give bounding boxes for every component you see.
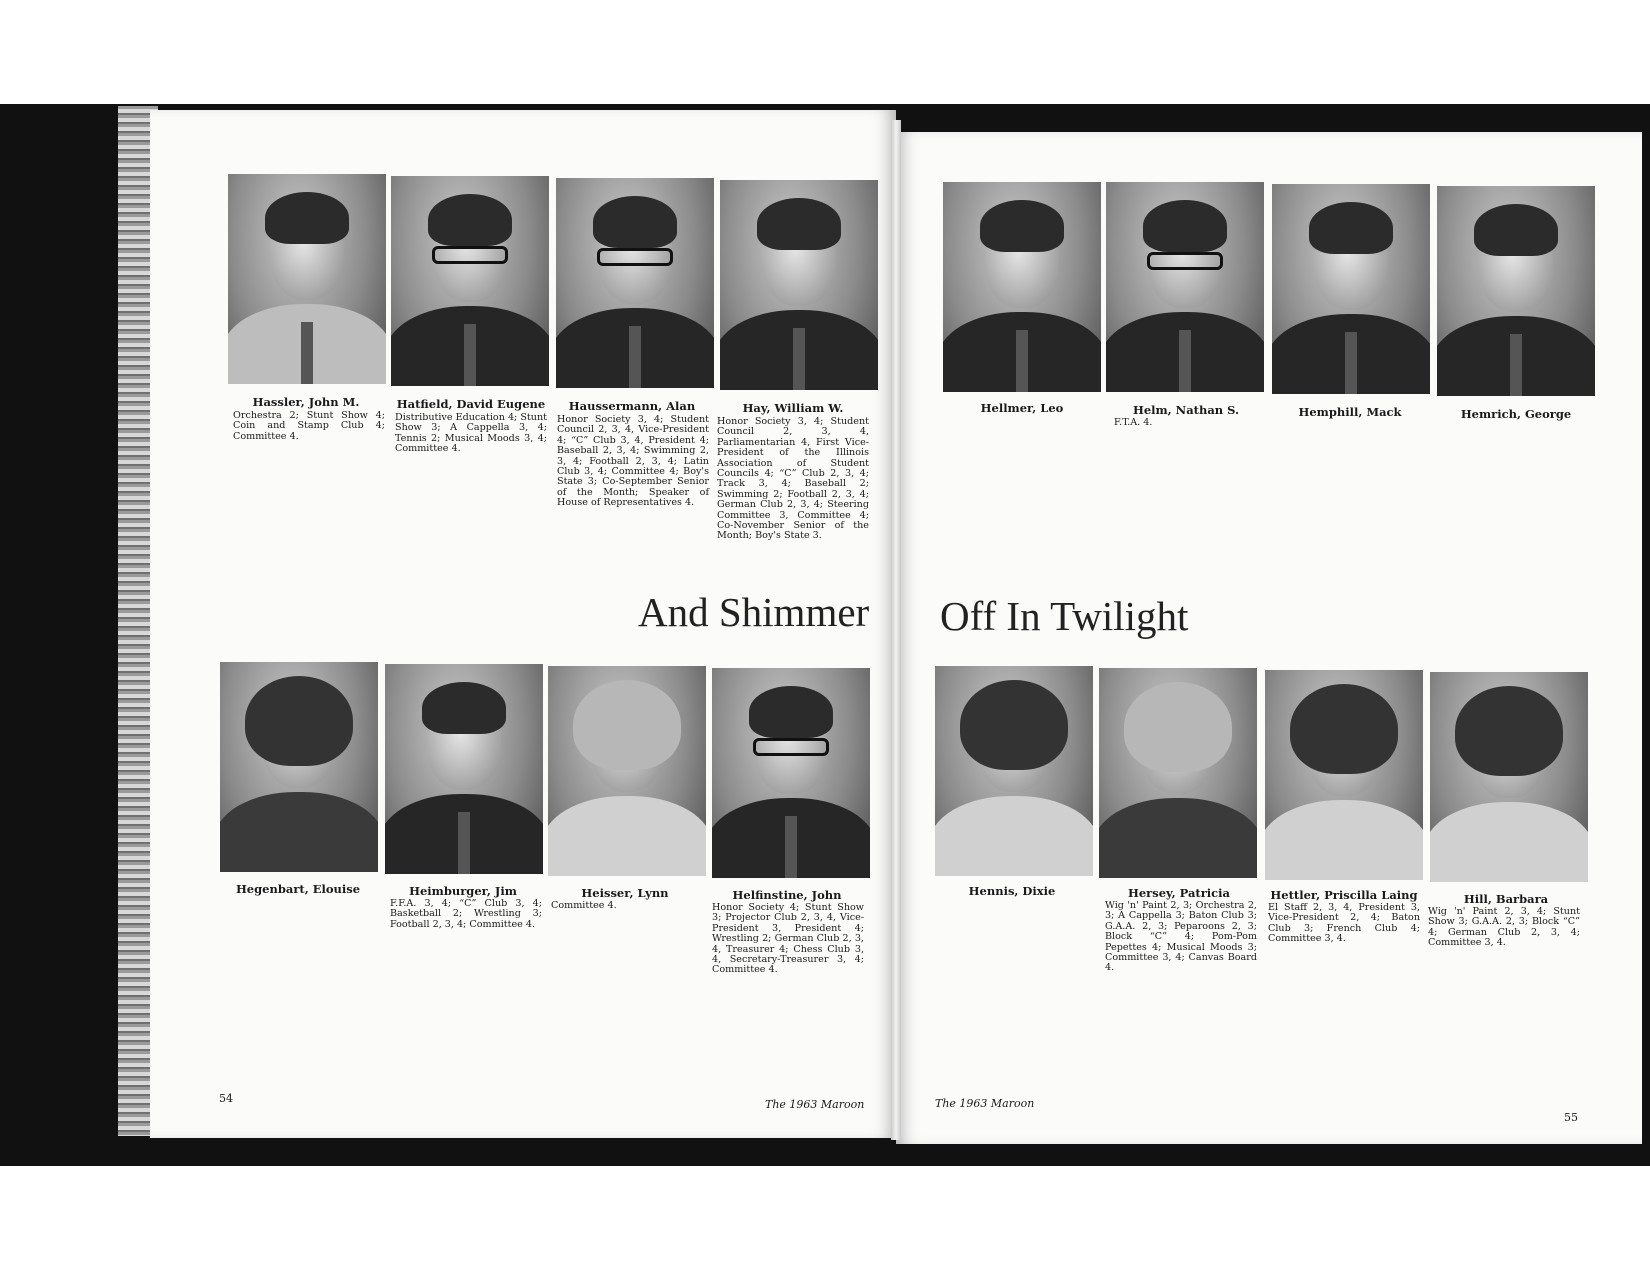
portrait-photo <box>935 666 1093 876</box>
portrait-photo <box>391 176 549 386</box>
student-name: Hegenbart, Elouise <box>235 882 361 896</box>
portrait-photo <box>712 668 870 878</box>
student-name: Hassler, John M. <box>252 395 360 409</box>
page-number-right: 55 <box>1564 1111 1578 1124</box>
portrait-photo <box>1106 182 1264 392</box>
student-activities: Honor Society 3, 4; Student Council 2, 3, 4, Parliamentarian 4, First Vice-President of the Illinois Association of Student Councils 4; “C” Club 2, 3, 4; Track 3, 4; Baseball 2; Swimming 2; Football 2, 3, 4; German Club 2, 3, 4; Steering Committee 3, Committee 4; Co-November Senior of the Month; Boy's State 3. <box>717 416 869 542</box>
student-activities: Orchestra 2; Stunt Show 4; Coin and Stamp Club 4; Committee 4. <box>233 410 385 442</box>
portrait-photo <box>548 666 706 876</box>
student-name: Hemphill, Mack <box>1298 405 1402 419</box>
portrait-photo <box>1265 670 1423 880</box>
student-name: Hemrich, George <box>1460 407 1572 421</box>
student-name: Helm, Nathan S. <box>1132 403 1240 417</box>
portrait-photo <box>720 180 878 390</box>
portrait-photo <box>220 662 378 872</box>
student-name: Hellmer, Leo <box>980 401 1064 415</box>
student-activities: Wig 'n' Paint 2, 3, 4; Stunt Show 3; G.A.A. 2, 3; Block “C” 4; German Club 2, 3, 4; Committee 3, 4. <box>1428 906 1580 949</box>
student-name: Heisser, Lynn <box>581 886 669 900</box>
student-name: Hersey, Patricia <box>1128 886 1230 900</box>
footer-left: The 1963 Maroon <box>765 1098 865 1111</box>
portrait-photo <box>385 664 543 874</box>
student-activities: F.F.A. 3, 4; “C” Club 3, 4; Basketball 2; Wrestling 3; Football 2, 3, 4; Committee 4. <box>390 898 542 930</box>
student-activities: Committee 4. <box>551 900 617 911</box>
portrait-photo <box>228 174 386 384</box>
student-name: Hay, William W. <box>742 401 844 415</box>
student-name: Hettler, Priscilla Laing <box>1270 888 1418 902</box>
student-activities: Honor Society 3, 4; Student Council 2, 3, 4, Vice-President 4; “C” Club 3, 4, President 4; Baseball 2, 3, 4; Swimming 2, 3, 4; Football 2, 3, 4; Latin Club 3, 4; Committee 4; Boy's State 3; Co-September Senior of the Month; Speaker of House of Representatives 4. <box>557 414 709 509</box>
headline-left: And Shimmer <box>638 589 870 635</box>
portrait-photo <box>1272 184 1430 394</box>
student-activities: Wig 'n' Paint 2, 3; Orchestra 2, 3; A Cappella 3; Baton Club 3; G.A.A. 2, 3; Peparoons 2, 3; Block “C” 4; Pom-Pom Pepettes 4; Musical Moods 3; Committee 3, 4; Canvas Board 4. <box>1105 900 1257 974</box>
student-name: Hill, Barbara <box>1463 892 1549 906</box>
student-activities: El Staff 2, 3, 4, President 3, Vice-President 2, 4; Baton Club 3; French Club 4; Committee 3, 4. <box>1268 902 1420 945</box>
portrait-photo <box>1430 672 1588 882</box>
student-name: Hennis, Dixie <box>968 884 1056 898</box>
student-activities: Honor Society 4; Stunt Show 3; Projector Club 2, 3, 4, Vice-President 3, President 4; Wrestling 2; German Club 2, 3, 4, Treasurer 4; Chess Club 3, 4, Secretary-Treasurer 3, 4; Committee 4. <box>712 902 864 976</box>
student-name: Heimburger, Jim <box>409 884 517 898</box>
student-activities: Distributive Education 4; Stunt Show 3; A Cappella 3, 4; Tennis 2; Musical Moods 3, 4; Committee 4. <box>395 412 547 455</box>
page-number-left: 54 <box>219 1092 233 1105</box>
student-name: Hatfield, David Eugene <box>396 397 546 411</box>
headline-right: Off In Twilight <box>940 593 1189 639</box>
portrait-photo <box>1437 186 1595 396</box>
portrait-photo <box>943 182 1101 392</box>
student-name: Haussermann, Alan <box>568 399 696 413</box>
student-name: Helfinstine, John <box>732 888 842 902</box>
book-gutter <box>891 120 901 1140</box>
footer-right: The 1963 Maroon <box>935 1097 1035 1110</box>
student-activities: F.T.A. 4. <box>1114 417 1153 428</box>
portrait-photo <box>1099 668 1257 878</box>
portrait-photo <box>556 178 714 388</box>
